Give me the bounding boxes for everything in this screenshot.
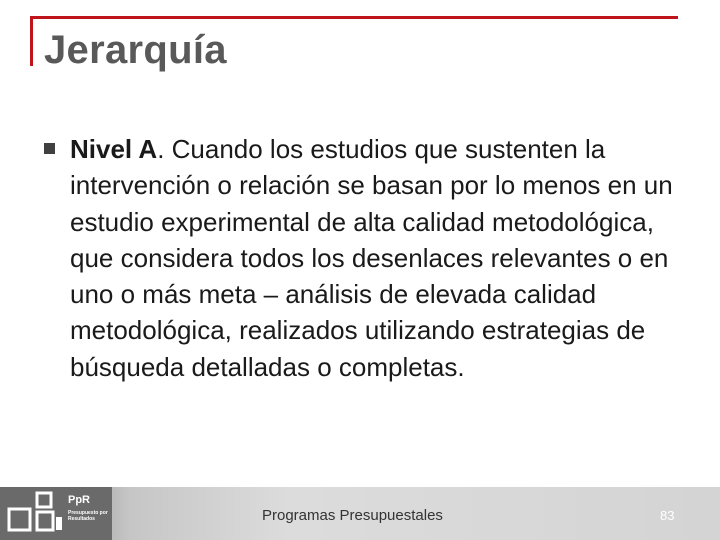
bullet-text: [70, 131, 688, 385]
slide-title: Jerarquía: [44, 28, 227, 72]
bullet-lead: Nivel A: [70, 134, 158, 164]
logo-name: PpR: [68, 494, 90, 506]
title-frame-top-line: [30, 16, 678, 19]
square-bullet-icon: [44, 143, 55, 154]
ppr-logo-icon: [4, 489, 64, 537]
logo-subtitle: Presupuesto por Resultados: [68, 510, 108, 522]
footer-center-text: Programas Presupuestales: [262, 507, 443, 524]
page-number: 83: [660, 508, 675, 523]
title-frame-left-line: [30, 16, 33, 66]
bullet-body: . Cuando los estudios que sustenten la intervención o relación se basan por lo menos en un estudio experimental de alta calidad metodológica, que considera todos los desenlaces relevantes o en uno o más meta – análisis de elevada calidad metodológica, realizados utilizando estrategias de búsqueda detalladas o completas.: [70, 134, 673, 382]
